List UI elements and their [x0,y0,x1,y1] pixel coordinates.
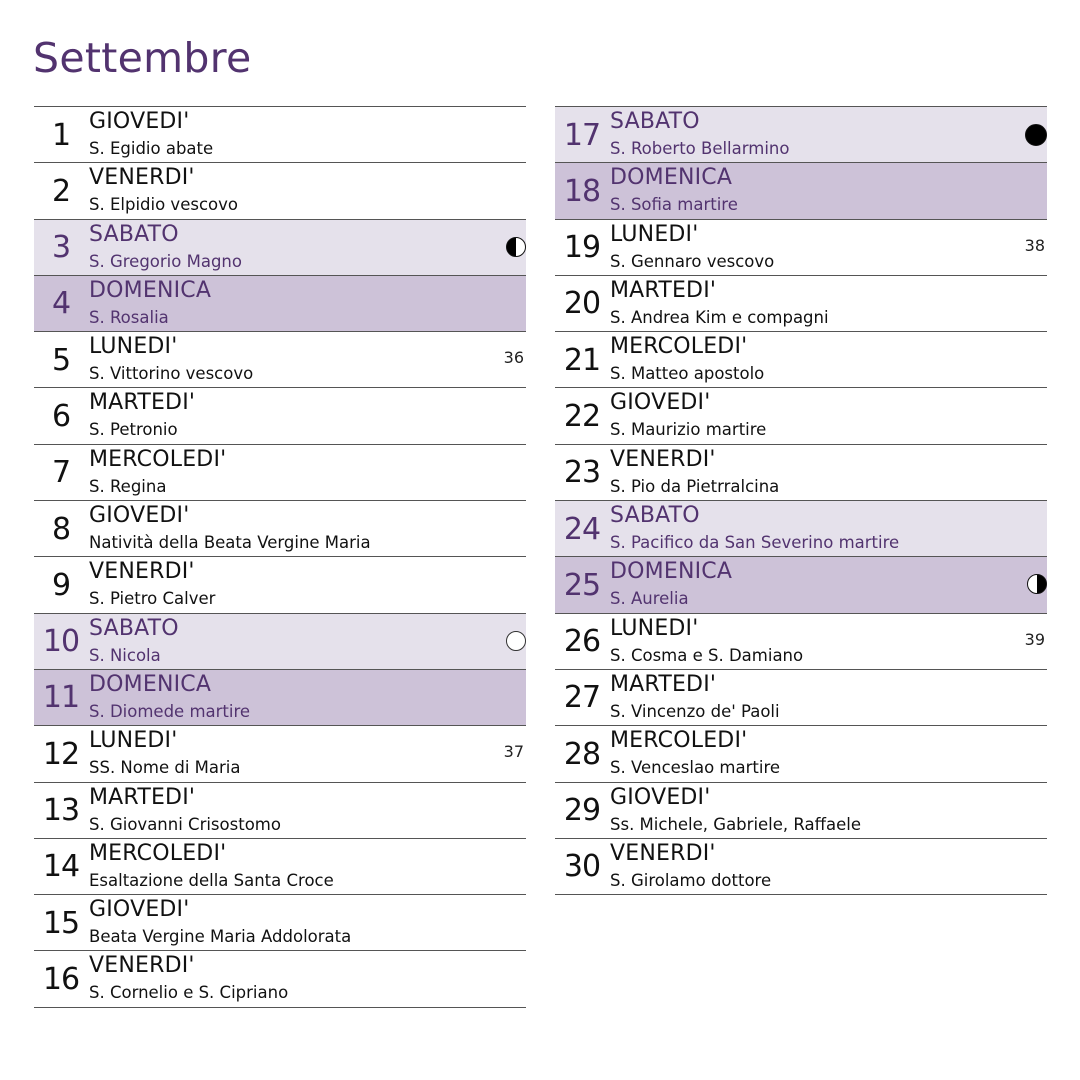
day-row [34,445,526,501]
day-number: 13 [42,793,80,829]
weekday-name: MERCOLEDI' [89,840,227,866]
weekday-name: VENERDI' [89,165,195,191]
day-number: 22 [563,398,601,434]
saint-name: Beata Vergine Maria Addolorata [89,927,352,947]
day-number: 23 [563,455,601,491]
weekday-name: VENERDI' [610,840,716,866]
weekday-name: GIOVEDI' [610,390,711,416]
saint-name: S. Gregorio Magno [89,251,242,271]
weekday-name: DOMENICA [610,165,733,191]
new-moon-icon [1025,124,1047,146]
day-row [34,388,526,444]
weekday-name: SABATO [89,221,179,247]
saint-name: S. Cornelio e S. Cipriano [89,983,289,1003]
day-row [555,332,1047,388]
saint-name: S. Giovanni Crisostomo [89,814,281,834]
day-number: 4 [51,286,71,322]
day-number: 8 [51,511,71,547]
week-number: 36 [503,348,524,368]
saint-name: S. Girolamo dottore [610,870,772,890]
saint-name: Natività della Beata Vergine Maria [89,533,371,553]
saint-name: S. Vincenzo de' Paoli [610,701,780,721]
saint-name: S. Andrea Kim e compagni [610,307,829,327]
day-row [555,276,1047,332]
weekday-name: DOMENICA [610,559,733,585]
day-row [555,670,1047,726]
day-number: 19 [563,230,601,266]
saint-name: S. Gennaro vescovo [610,251,775,271]
day-row [555,783,1047,839]
week-number: 39 [1024,629,1045,649]
day-row [555,839,1047,895]
day-number: 27 [563,680,601,716]
last-quarter-moon-icon [506,237,526,257]
weekday-name: MARTEDI' [610,671,717,697]
saint-name: S. Pacifico da San Severino martire [610,533,900,553]
day-row [34,614,526,670]
saint-name: S. Sofia martire [610,195,738,215]
day-row [34,895,526,951]
day-number: 1 [51,117,71,153]
day-row [34,220,526,276]
right-day-column [555,106,1047,895]
weekday-name: MERCOLEDI' [610,728,748,754]
day-number: 18 [563,173,601,209]
day-number: 2 [51,173,71,209]
day-row [555,501,1047,557]
first-quarter-moon-icon [1027,574,1047,594]
saint-name: S. Venceslao martire [610,758,781,778]
saint-name: S. Pietro Calver [89,589,216,609]
day-number: 3 [51,230,71,266]
day-row [34,783,526,839]
day-row [555,445,1047,501]
saint-name: S. Vittorino vescovo [89,364,254,384]
weekday-name: SABATO [610,109,700,134]
day-number: 15 [42,905,80,941]
day-row [555,388,1047,444]
left-day-column [34,106,526,1008]
day-row [34,557,526,613]
day-number: 14 [42,849,80,885]
day-row [34,107,526,163]
day-row [555,107,1047,163]
day-number: 24 [563,511,601,547]
weekday-name: GIOVEDI' [89,503,190,529]
day-number: 29 [563,793,601,829]
day-number: 7 [51,455,71,491]
saint-name: S. Petronio [89,420,178,440]
weekday-name: LUNEDI' [610,615,699,641]
weekday-name: SABATO [610,503,700,529]
day-number: 16 [42,961,80,997]
day-number: 11 [42,680,80,716]
day-row [555,614,1047,670]
weekday-name: DOMENICA [89,277,212,303]
day-number: 12 [42,736,80,772]
day-number: 21 [563,342,601,378]
saint-name: S. Diomede martire [89,701,251,721]
full-moon-icon [506,631,526,651]
weekday-name: LUNEDI' [610,221,699,247]
day-row [555,557,1047,613]
weekday-name: MARTEDI' [610,277,717,303]
day-number: 6 [51,398,71,434]
day-row [555,726,1047,782]
saint-name: S. Pio da Pietrralcina [610,476,780,496]
weekday-name: GIOVEDI' [89,109,190,134]
saint-name: S. Roberto Bellarmino [610,139,790,158]
day-row [34,726,526,782]
day-number: 20 [563,286,601,322]
saint-name: Ss. Michele, Gabriele, Raffaele [610,814,861,834]
day-number: 9 [51,567,71,603]
saint-name: S. Egidio abate [89,139,214,158]
day-number: 28 [563,736,601,772]
month-title: Settembre [33,34,252,82]
weekday-name: GIOVEDI' [89,897,190,923]
weekday-name: MARTEDI' [89,784,196,810]
day-row [555,220,1047,276]
weekday-name: MERCOLEDI' [89,446,227,472]
weekday-name: MERCOLEDI' [610,334,748,360]
weekday-name: LUNEDI' [89,728,178,754]
weekday-name: MARTEDI' [89,390,196,416]
day-row [34,163,526,219]
saint-name: S. Nicola [89,645,161,665]
day-number: 17 [563,117,601,153]
saint-name: S. Maurizio martire [610,420,767,440]
day-row [34,332,526,388]
saint-name: S. Aurelia [610,589,689,609]
day-number: 5 [51,342,71,378]
saint-name: Esaltazione della Santa Croce [89,870,334,890]
day-number: 26 [563,624,601,660]
weekday-name: SABATO [89,615,179,641]
saint-name: S. Matteo apostolo [610,364,765,384]
day-row [34,839,526,895]
weekday-name: VENERDI' [610,446,716,472]
day-row [34,501,526,557]
weekday-name: DOMENICA [89,671,212,697]
day-row [555,163,1047,219]
week-number: 38 [1024,235,1045,255]
weekday-name: VENERDI' [89,953,195,979]
day-number: 10 [42,624,80,660]
day-row [34,951,526,1007]
saint-name: S. Elpidio vescovo [89,195,238,215]
saint-name: S. Rosalia [89,307,169,327]
weekday-name: VENERDI' [89,559,195,585]
day-row [34,670,526,726]
weekday-name: GIOVEDI' [610,784,711,810]
week-number: 37 [503,742,524,762]
day-number: 25 [563,567,601,603]
saint-name: S. Cosma e S. Damiano [610,645,804,665]
saint-name: SS. Nome di Maria [89,758,241,778]
day-number: 30 [563,849,601,885]
day-row [34,276,526,332]
weekday-name: LUNEDI' [89,334,178,360]
saint-name: S. Regina [89,476,167,496]
